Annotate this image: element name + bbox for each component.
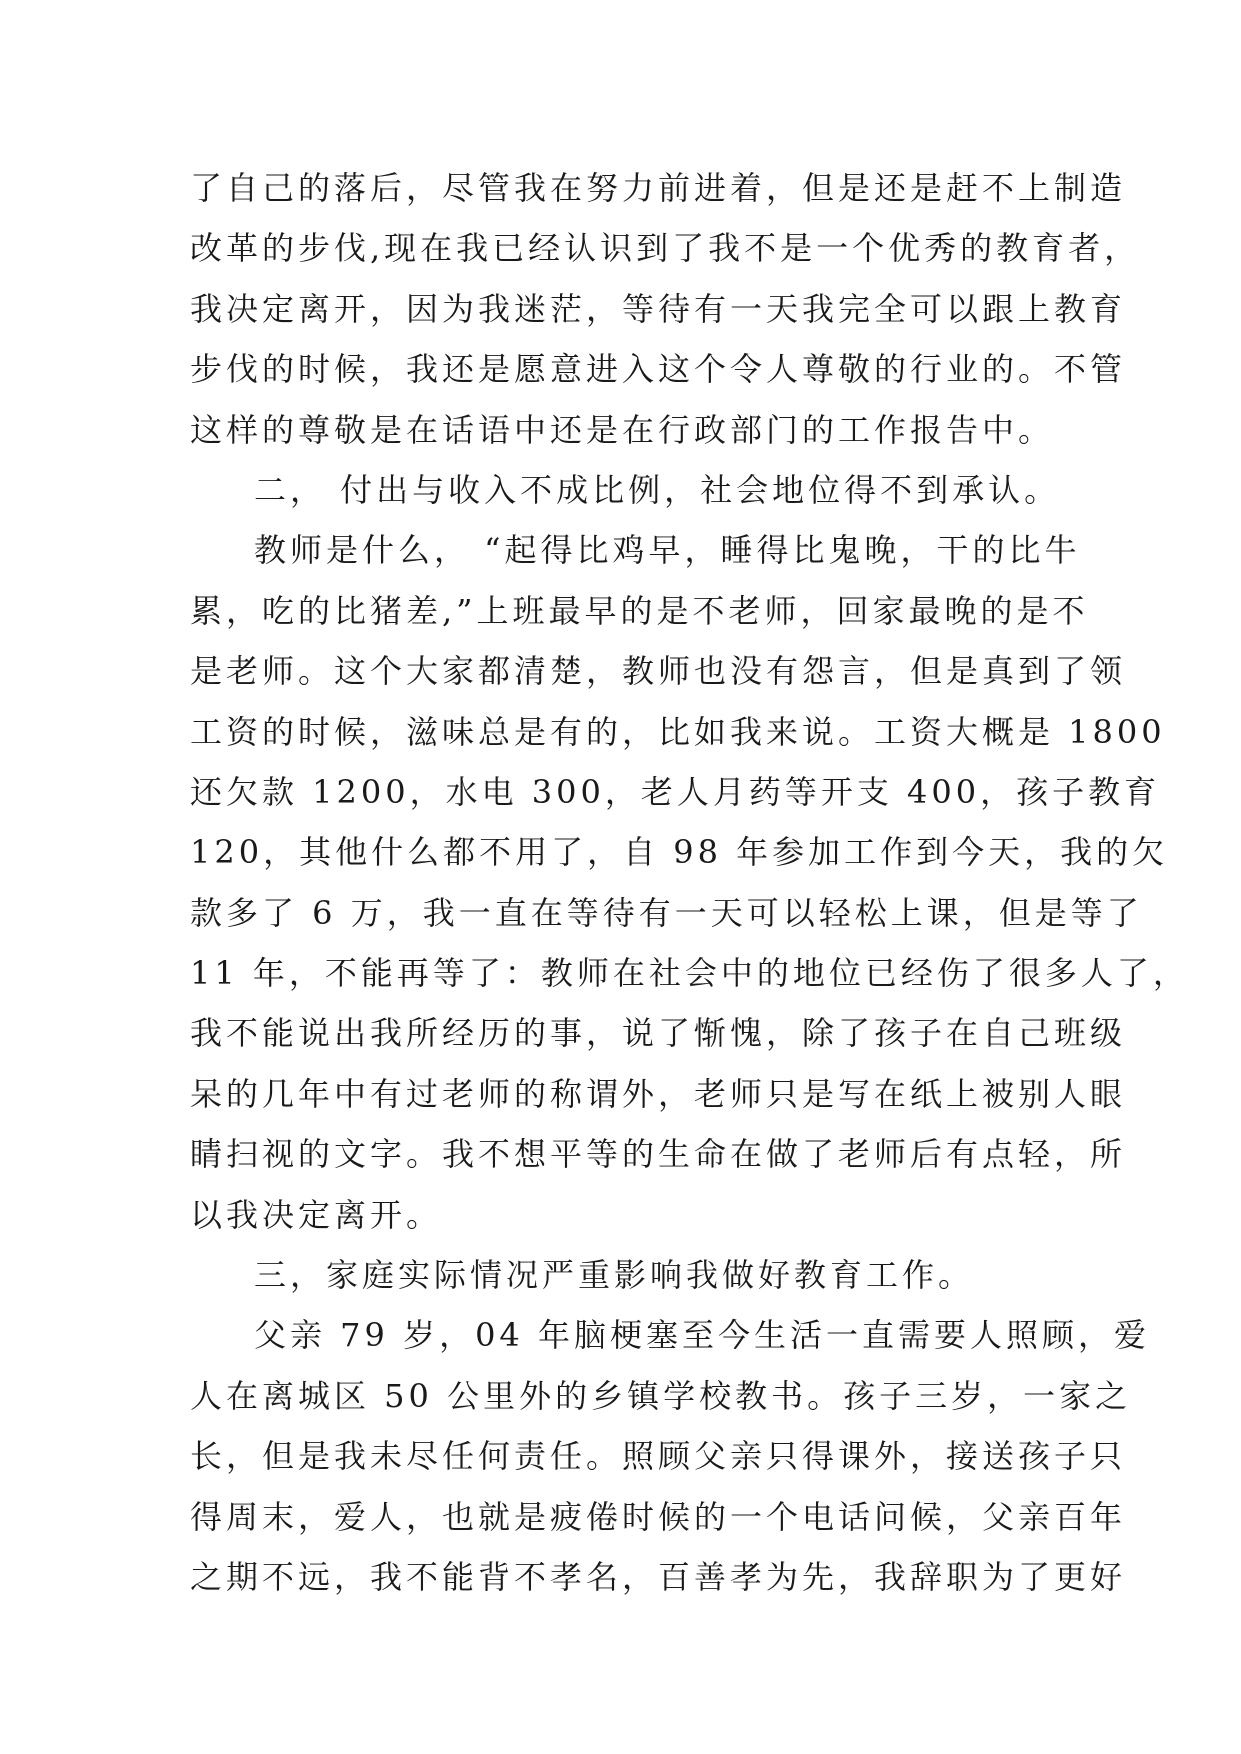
text-line: 以我决定离开。 xyxy=(190,1195,443,1234)
text-line: 之期不远，我不能背不孝名，百善孝为先，我辞职为了更好 xyxy=(190,1557,1127,1596)
text-line: 我决定离开，因为我迷茫，等待有一天我完全可以跟上教育 xyxy=(190,289,1127,328)
section-heading-3: 三，家庭实际情况严重影响我做好教育工作。 xyxy=(254,1256,975,1295)
paragraph-start: 教师是什么， “起得比鸡早，睡得比鬼晚，干的比牛 xyxy=(254,531,1081,570)
text-line: 了自己的落后，尽管我在努力前进着，但是还是赶不上制造 xyxy=(190,169,1127,207)
text-line: 还欠款 1200，水电 300，老人月药等开支 400，孩子教育 xyxy=(190,772,1161,811)
text-line: 11 年，不能再等了：教师在社会中的地位已经伤了很多人了， xyxy=(190,954,1189,993)
text-line: 呆的几年中有过老师的称谓外，老师只是写在纸上被别人眼 xyxy=(190,1074,1127,1113)
text-line: 长，但是我未尽任何责任。照顾父亲只得课外，接送孩子只 xyxy=(190,1437,1127,1476)
text-line: 这样的尊敬是在话语中还是在行政部门的工作报告中。 xyxy=(190,410,1055,449)
text-line: 改革的步伐,现在我已经认识到了我不是一个优秀的教育者， xyxy=(190,229,1141,268)
text-line: 累，吃的比猪差,”上班最早的是不老师，回家最晚的是不 xyxy=(190,591,1089,630)
text-line: 款多了 6 万，我一直在等待有一天可以轻松上课，但是等了 xyxy=(190,893,1143,932)
section-heading-2: 二， 付出与收入不成比例，社会地位得不到承认。 xyxy=(254,470,1061,509)
text-line: 人在离城区 50 公里外的乡镇学校教书。孩子三岁，一家之 xyxy=(190,1376,1132,1415)
body-text xyxy=(190,158,1189,1607)
text-line: 工资的时候，滋味总是有的，比如我来说。工资大概是 1800 xyxy=(190,712,1166,751)
text-line: 我不能说出我所经历的事，说了惭愧，除了孩子在自己班级 xyxy=(190,1014,1127,1053)
text-line: 步伐的时候，我还是愿意进入这个令人尊敬的行业的。不管 xyxy=(190,350,1127,389)
text-line: 120，其他什么都不用了，自 98 年参加工作到今天，我的欠 xyxy=(190,833,1169,872)
paragraph-start: 父亲 79 岁，04 年脑梗塞至今生活一直需要人照顾，爱 xyxy=(254,1316,1150,1355)
text-line: 得周末，爱人，也就是疲倦时候的一个电话问候，父亲百年 xyxy=(190,1497,1127,1536)
text-line: 睛扫视的文字。我不想平等的生命在做了老师后有点轻，所 xyxy=(190,1135,1127,1174)
text-line: 是老师。这个大家都清楚，教师也没有怨言，但是真到了领 xyxy=(190,652,1127,691)
